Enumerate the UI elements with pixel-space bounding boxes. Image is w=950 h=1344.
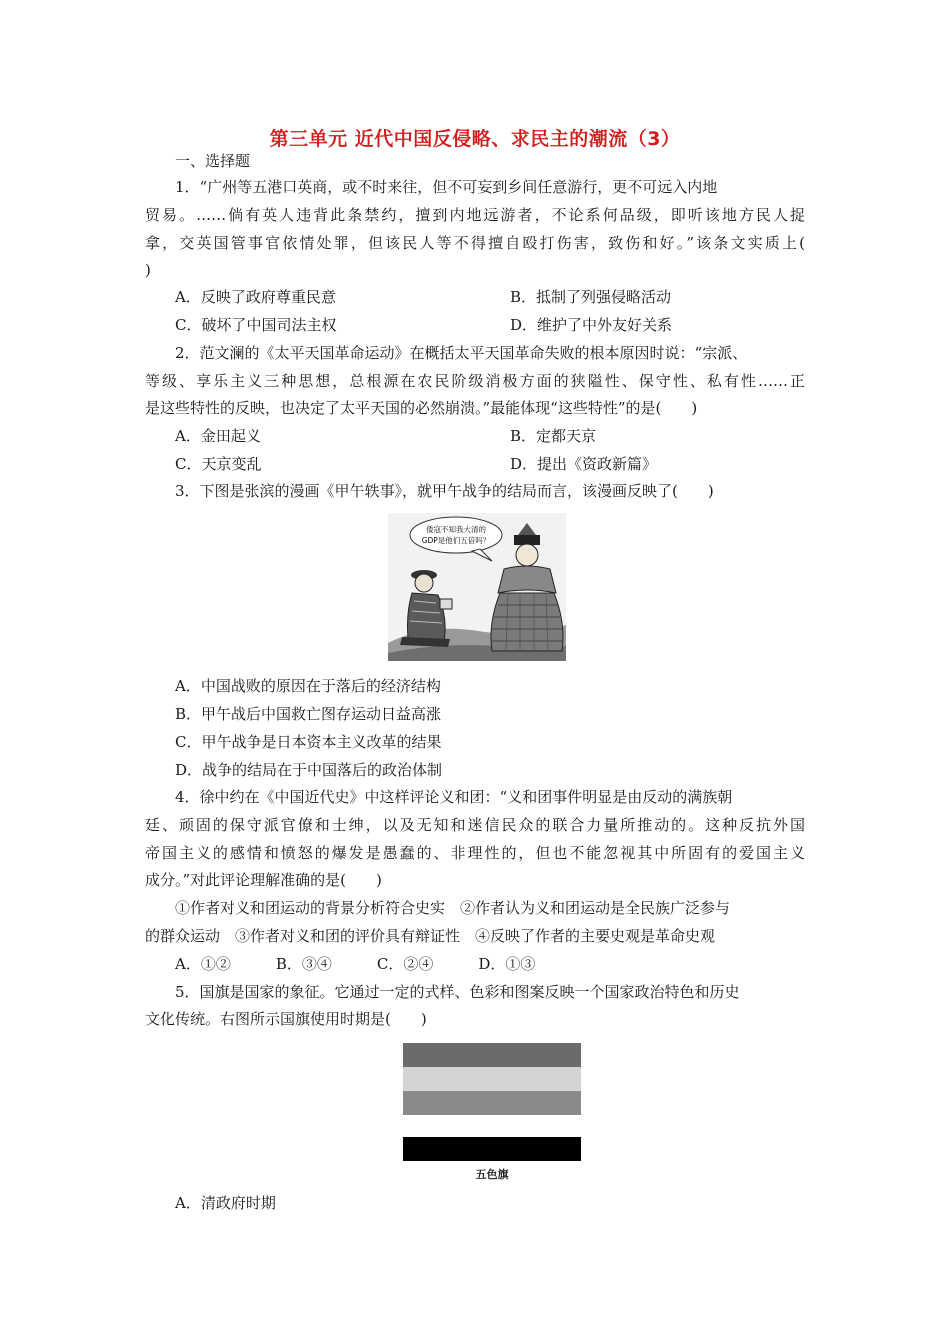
q1-option-a: A．反映了政府尊重民意 <box>175 288 336 306</box>
q4-statements-2: 的群众运动 ③作者对义和团的评价具有辩证性 ④反映了作者的主要史观是革命史观 <box>145 927 716 945</box>
q5-line-2: 文化传统。右图所示国旗使用时期是( ) <box>145 1010 427 1028</box>
q4-statements-1: ①作者对义和团运动的背景分析符合史实 ②作者认为义和团运动是全民族广泛参与 <box>175 899 731 917</box>
flag-stripe-3 <box>403 1091 581 1115</box>
q4-line-4: 成分。”对此评论理解准确的是( ) <box>145 871 382 889</box>
bubble-text-2: GDP是他们五倍吗？ <box>421 536 491 545</box>
q2-line-2: 等级、享乐主义三种思想，总根源在农民阶级消极方面的狭隘性、保守性、私有性……正 <box>145 372 805 390</box>
q5-line-1: 5．国旗是国家的象征。它通过一定的式样、色彩和图案反映一个国家政治特色和历史 <box>175 983 740 1001</box>
q2-option-d: D．提出《资政新篇》 <box>510 455 658 473</box>
q4-options: A．①② B．③④ C．②④ D．①③ <box>175 955 536 973</box>
q2-line-1: 2．范文澜的《太平天国革命运动》在概括太平天国革命失败的根本原因时说：“宗派、 <box>175 344 748 362</box>
q3-option-a: A．中国战败的原因在于落后的经济结构 <box>175 677 441 695</box>
q2-option-c: C．天京变乱 <box>175 455 262 473</box>
q1-option-b: B．抵制了列强侵略活动 <box>510 288 672 306</box>
q2-option-a: A．金田起义 <box>175 427 261 445</box>
q5-option-a: A．清政府时期 <box>175 1194 276 1212</box>
q2-line-3: 是这些特性的反映，也决定了太平天国的必然崩溃。”最能体现“这些特性”的是( ) <box>145 399 698 417</box>
section-heading: 一、选择题 <box>175 152 251 170</box>
q1-line-3: 拿，交英国管事官依情处罪，但该民人等不得擅自殴打伤害，致伤和好。”该条文实质上( <box>145 234 805 252</box>
page-title: 第三单元 近代中国反侵略、求民主的潮流（3） <box>269 128 681 150</box>
q4-line-2: 廷、顽固的保守派官僚和士绅，以及无知和迷信民众的联合力量所推动的。这种反抗外国 <box>145 816 805 834</box>
q1-line-2: 贸易。……倘有英人违背此条禁约，擅到内地远游者，不论系何品级，即听该地方民人捉 <box>145 206 805 224</box>
q4-line-3: 帝国主义的感情和愤怒的爆发是愚蠢的、非理性的，但也不能忽视其中所固有的爱国主义 <box>145 844 805 862</box>
q1-option-d: D．维护了中外友好关系 <box>510 316 673 334</box>
flag-stripe-2 <box>403 1067 581 1091</box>
q3-option-c: C．甲午战争是日本资本主义改革的结果 <box>175 733 442 751</box>
q2-option-b: B．定都天京 <box>510 427 597 445</box>
flag-caption: 五色旗 <box>475 1168 509 1181</box>
q3-option-d: D．战争的结局在于中国落后的政治体制 <box>175 761 443 779</box>
comic-illustration <box>388 513 566 661</box>
q1-option-c: C．破坏了中国司法主权 <box>175 316 337 334</box>
q1-line-1: 1．“广州等五港口英商，或不时来往，但不可妄到乡间任意游行，更不可远入内地 <box>175 178 718 196</box>
q1-line-4: ) <box>145 261 151 279</box>
q3-option-b: B．甲午战后中国救亡图存运动日益高涨 <box>175 705 442 723</box>
flag-stripe-4 <box>403 1115 581 1137</box>
flag-stripe-1 <box>403 1043 581 1067</box>
q3-line-1: 3．下图是张滨的漫画《甲午轶事》，就甲午战争的结局而言，该漫画反映了( ) <box>175 482 714 500</box>
q4-line-1: 4．徐中约在《中国近代史》中这样评论义和团：“义和团事件明显是由反动的满族朝 <box>175 788 733 806</box>
bubble-text-1: 倭寇不知我大清的 <box>426 525 486 534</box>
flag-stripe-5 <box>403 1137 581 1161</box>
